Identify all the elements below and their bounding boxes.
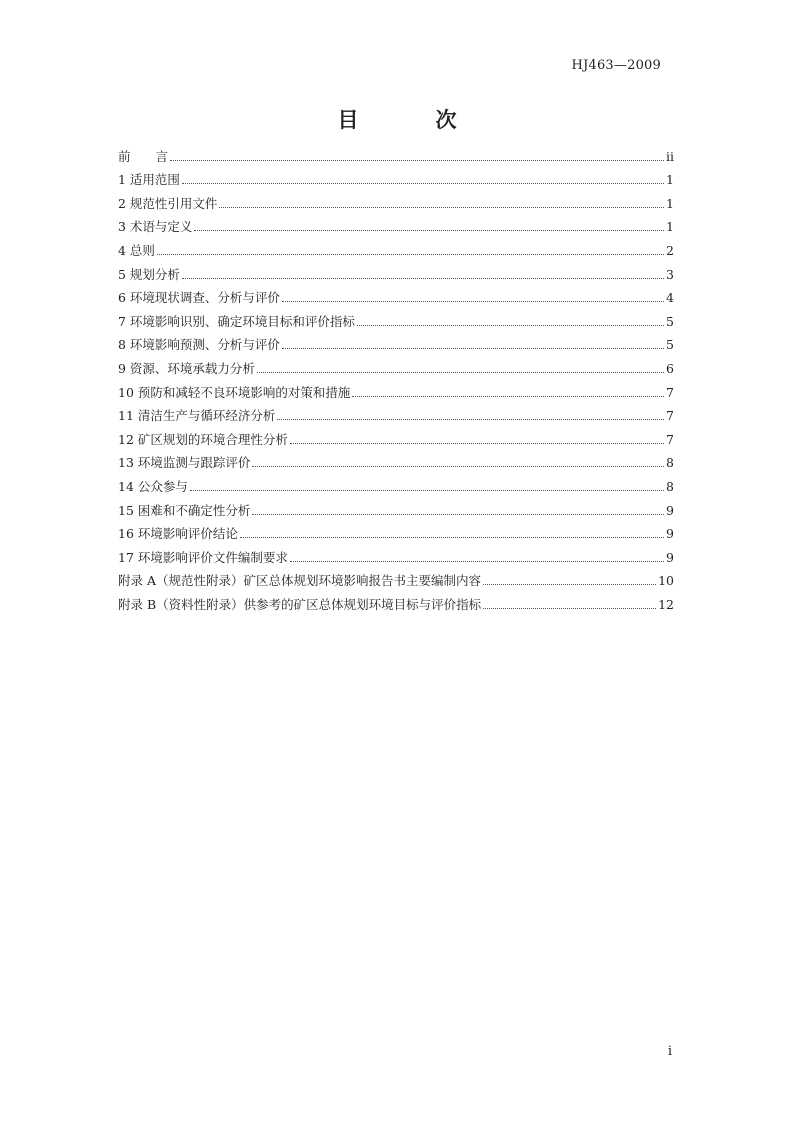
toc-entry-1[interactable] (118, 165, 674, 189)
toc-entry-2[interactable] (118, 188, 674, 212)
toc-entry-label: 2 规范性引用文件 (118, 195, 218, 211)
standard-code: HJ463—2009 (571, 58, 661, 73)
toc-entry-17[interactable] (118, 542, 674, 566)
dot-leader (357, 325, 664, 326)
toc-entry-10[interactable] (118, 377, 674, 401)
toc-entry-label: 7 环境影响识别、确定环境目标和评价指标 (118, 313, 355, 329)
toc-entry-page: 10 (658, 573, 674, 589)
toc-entry-3[interactable] (118, 212, 674, 236)
toc-entry-8[interactable] (118, 330, 674, 354)
toc-entry-label: 8 环境影响预测、分析与评价 (118, 337, 280, 353)
dot-leader (182, 183, 664, 184)
toc-entry-14[interactable] (118, 471, 674, 495)
toc-entry-label: 附录 B（资料性附录）供参考的矿区总体规划环境目标与评价指标 (118, 596, 482, 612)
dot-leader (290, 561, 664, 562)
toc-entry-page: 3 (666, 266, 674, 282)
dot-leader (257, 372, 664, 373)
dot-leader (483, 584, 656, 585)
dot-leader (194, 230, 664, 231)
toc-title: 目 次 (337, 108, 485, 132)
toc-entry-foreword[interactable] (118, 141, 674, 165)
toc-entry-page: 7 (666, 384, 674, 400)
toc-entry-page: 1 (666, 172, 674, 188)
toc-entry-label: 12 矿区规划的环境合理性分析 (118, 431, 288, 447)
toc-entry-7[interactable] (118, 306, 674, 330)
dot-leader (290, 443, 664, 444)
toc-entry-15[interactable] (118, 495, 674, 519)
toc-entry-16[interactable] (118, 519, 674, 543)
toc-entry-page: 1 (666, 195, 674, 211)
dot-leader (277, 419, 664, 420)
dot-leader (157, 254, 664, 255)
toc-entry-page: ii (666, 148, 674, 164)
toc-entry-page: 2 (666, 242, 674, 258)
toc-entry-page: 4 (666, 290, 674, 306)
toc-entry-12[interactable] (118, 424, 674, 448)
toc-entry-13[interactable] (118, 448, 674, 472)
dot-leader (219, 207, 664, 208)
toc-entry-label: 15 困难和不确定性分析 (118, 502, 251, 518)
toc-entry-label: 1 适用范围 (118, 172, 180, 188)
toc-entry-label: 6 环境现状调查、分析与评价 (118, 290, 280, 306)
toc-entry-9[interactable] (118, 353, 674, 377)
dot-leader (252, 466, 664, 467)
toc-entry-5[interactable] (118, 259, 674, 283)
dot-leader (282, 301, 664, 302)
toc-entry-4[interactable] (118, 235, 674, 259)
toc-entry-label: 9 资源、环境承载力分析 (118, 360, 255, 376)
toc-entry-page: 1 (666, 219, 674, 235)
toc-entry-label: 附录 A（规范性附录）矿区总体规划环境影响报告书主要编制内容 (118, 573, 482, 589)
toc-entry-page: 7 (666, 408, 674, 424)
toc-entry-11[interactable] (118, 401, 674, 425)
toc-entry-page: 12 (658, 596, 674, 612)
toc-entry-page: 8 (666, 478, 674, 494)
dot-leader (182, 278, 664, 279)
toc-entry-page: 9 (666, 549, 674, 565)
toc-entry-label: 3 术语与定义 (118, 219, 193, 235)
dot-leader (483, 608, 656, 609)
toc-entry-label: 11 清洁生产与循环经济分析 (118, 408, 276, 424)
toc-entry-page: 9 (666, 502, 674, 518)
toc-entry-appendix-a[interactable] (118, 566, 674, 590)
toc-entry-label: 10 预防和减轻不良环境影响的对策和措施 (118, 384, 351, 400)
table-of-contents (118, 141, 674, 613)
toc-entry-label: 17 环境影响评价文件编制要求 (118, 549, 288, 565)
toc-entry-appendix-b[interactable] (118, 589, 674, 613)
toc-entry-6[interactable] (118, 283, 674, 307)
toc-entry-label: 前 言 (118, 148, 169, 164)
dot-leader (170, 160, 664, 161)
toc-entry-page: 8 (666, 455, 674, 471)
dot-leader (282, 348, 664, 349)
dot-leader (352, 396, 664, 397)
toc-entry-label: 5 规划分析 (118, 266, 180, 282)
dot-leader (240, 537, 664, 538)
toc-entry-page: 7 (666, 431, 674, 447)
dot-leader (252, 514, 664, 515)
toc-entry-label: 14 公众参与 (118, 478, 188, 494)
page-number: i (667, 1044, 672, 1059)
toc-entry-page: 6 (666, 360, 674, 376)
toc-entry-label: 13 环境监测与跟踪评价 (118, 455, 251, 471)
toc-entry-label: 4 总则 (118, 242, 155, 258)
toc-entry-label: 16 环境影响评价结论 (118, 526, 238, 542)
toc-entry-page: 5 (666, 337, 674, 353)
toc-entry-page: 5 (666, 313, 674, 329)
toc-entry-page: 9 (666, 526, 674, 542)
dot-leader (190, 490, 664, 491)
